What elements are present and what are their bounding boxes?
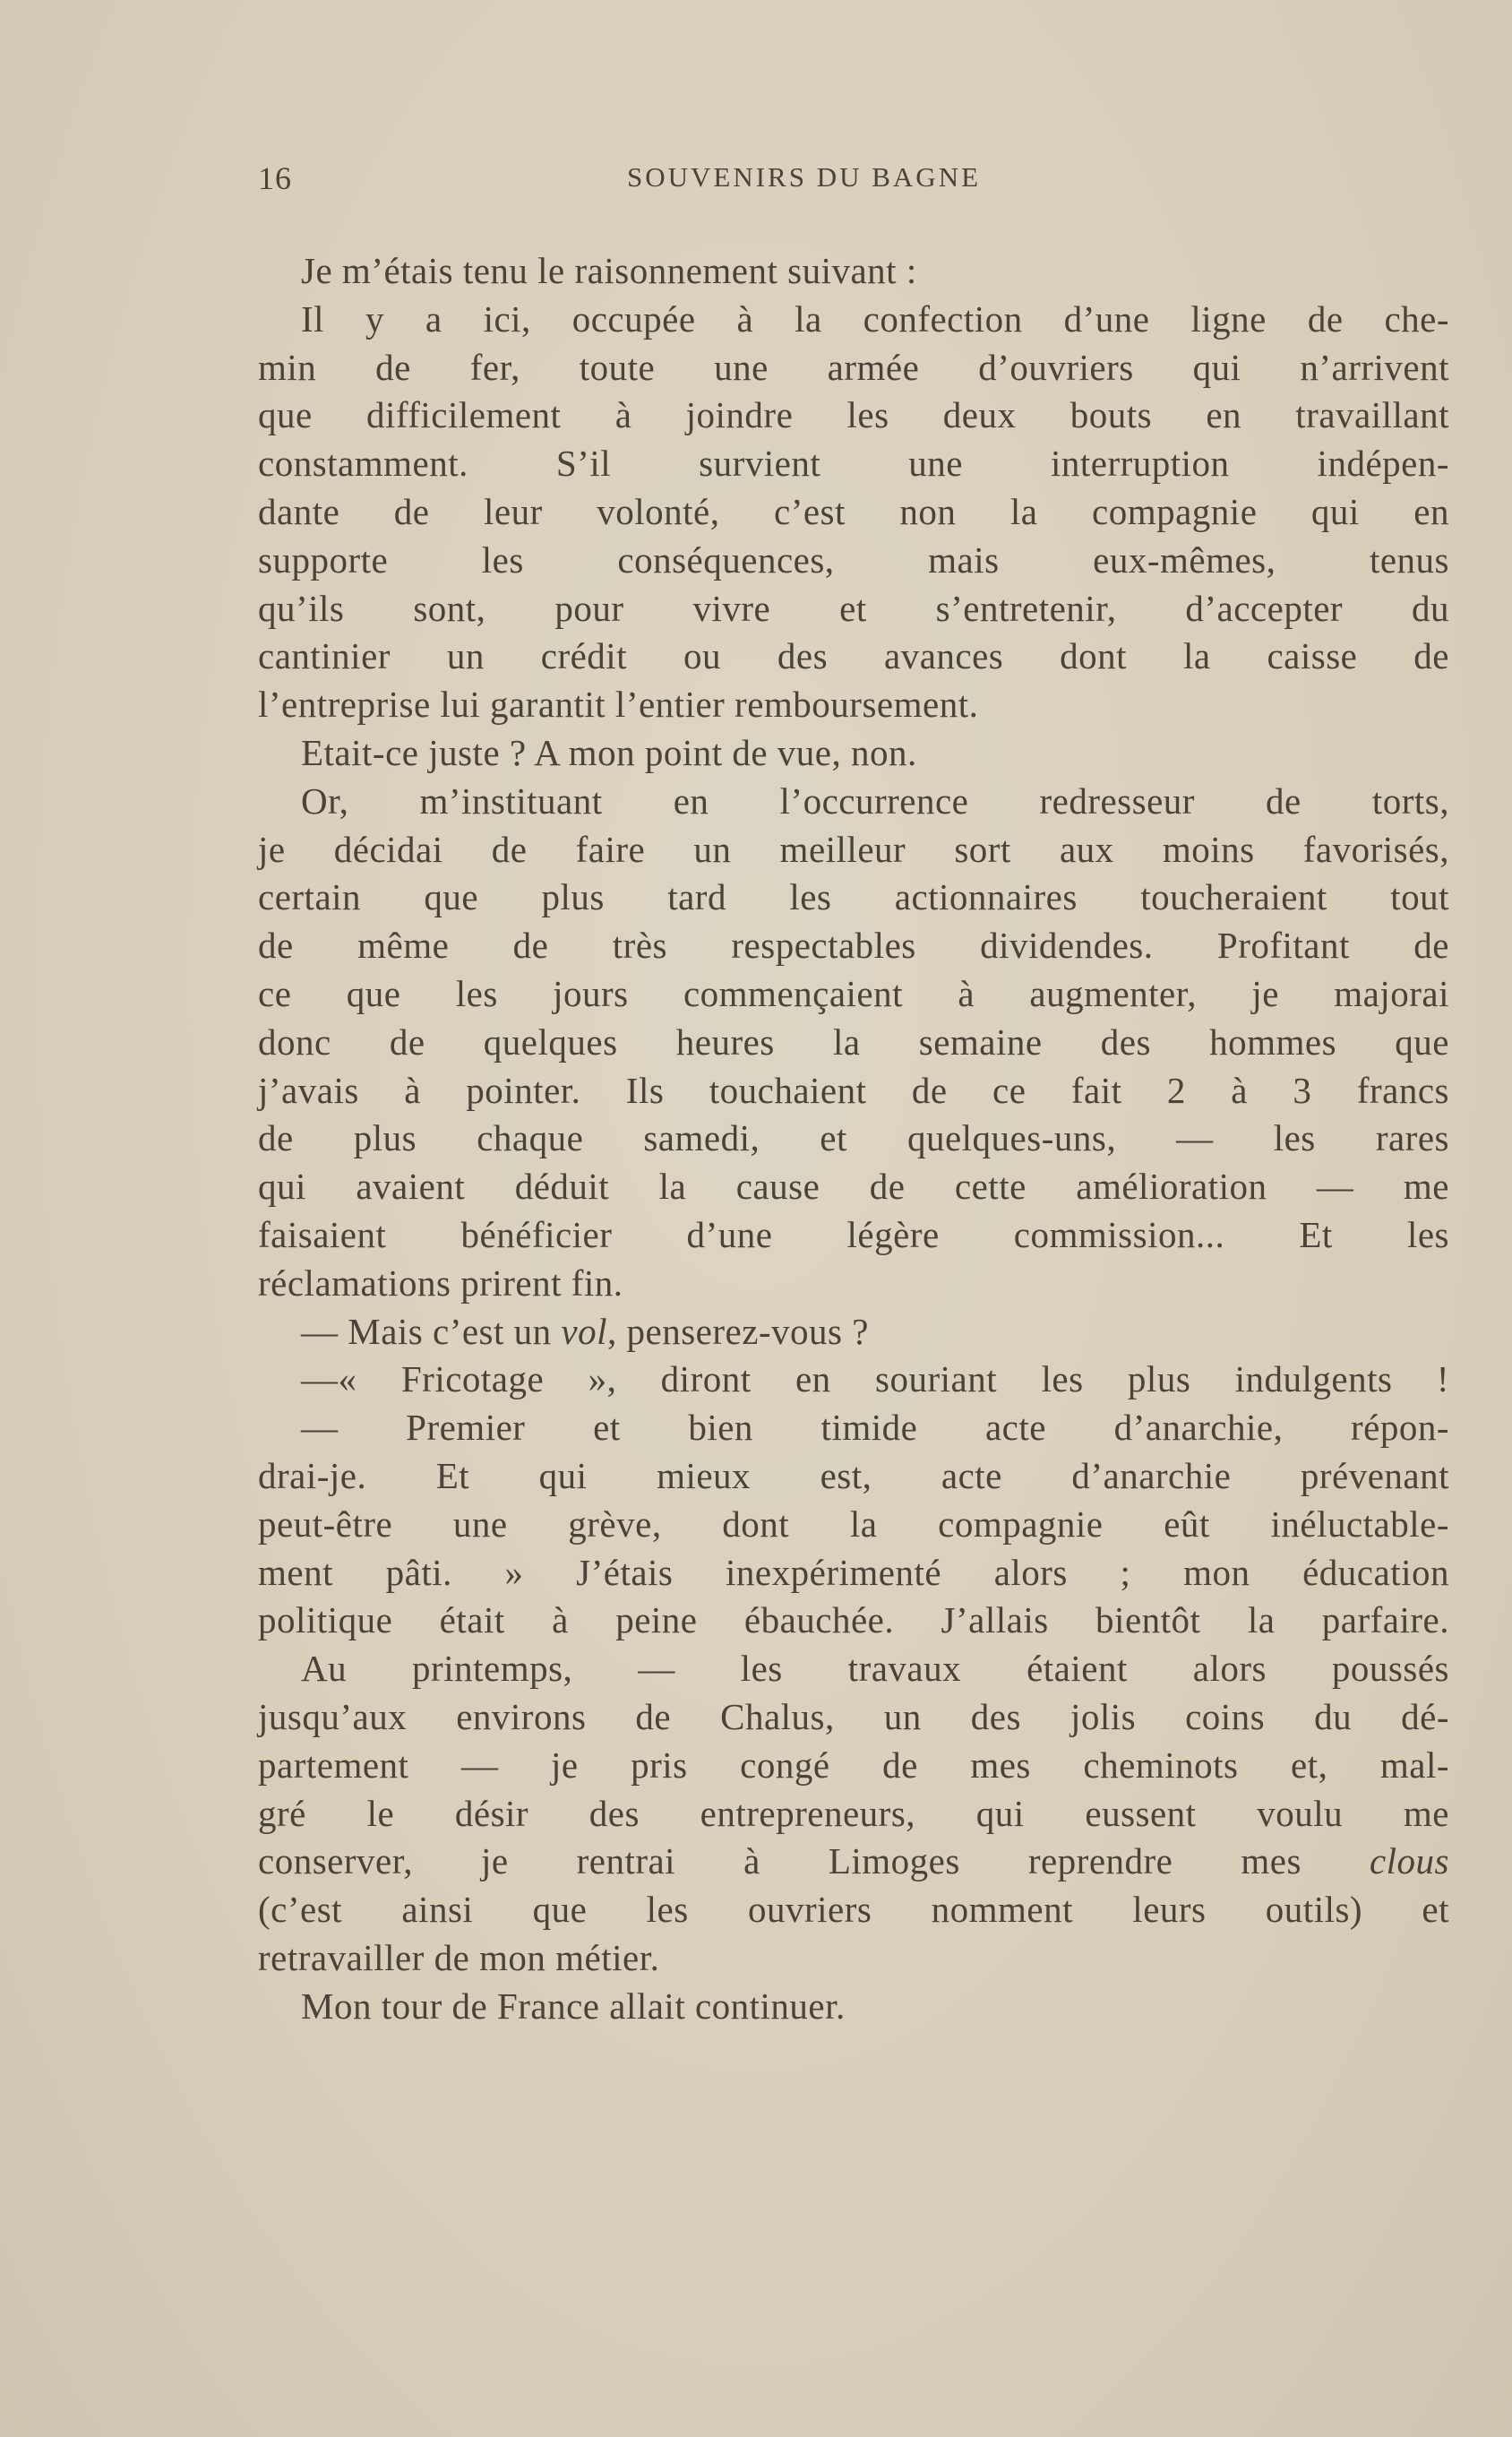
text-span: (c’est ainsi que les ouvriers nomment leurs outils) et	[258, 1889, 1449, 1931]
text-span: qui avaient déduit la cause de cette amélioration — me	[258, 1166, 1449, 1208]
text-line	[258, 440, 1449, 488]
text-line	[258, 1934, 1449, 1983]
text-span: Au printemps, — les travaux étaient alors poussés	[301, 1648, 1449, 1690]
text-line	[258, 633, 1449, 681]
text-span: — Mais c’est un	[301, 1310, 562, 1352]
text-span: —« Fricotage », diront en souriant les plus indulgents !	[301, 1358, 1449, 1400]
text-line	[258, 1838, 1449, 1886]
text-span: je décidai de faire un meilleur sort aux moins favorisés,	[258, 828, 1449, 870]
text-line	[258, 1356, 1449, 1404]
text-span: réclamations prirent fin.	[258, 1262, 623, 1304]
text-line	[258, 1549, 1449, 1597]
text-line	[258, 392, 1449, 440]
text-line	[258, 296, 1449, 344]
text-span: Etait-ce juste ? A mon point de vue, non.	[301, 731, 917, 773]
text-span: de même de très respectables dividendes. Profitant de	[258, 925, 1449, 967]
text-span: de plus chaque samedi, et quelques-uns, — les rares	[258, 1117, 1449, 1159]
text-line	[258, 1452, 1449, 1501]
text-span: donc de quelques heures la semaine des hommes que	[258, 1020, 1449, 1063]
text-span: — Premier et bien timide acte d’anarchie, répon-	[301, 1407, 1449, 1449]
text-line	[258, 1501, 1449, 1549]
italic-text: clous	[1369, 1840, 1449, 1882]
text-line	[258, 729, 1449, 778]
text-line	[258, 1211, 1449, 1260]
text-span: conserver, je rentrai à Limoges reprendre mes	[258, 1840, 1370, 1882]
body-text	[258, 247, 1449, 2030]
text-span: dante de leur volonté, c’est non la compagnie qui en	[258, 490, 1449, 532]
text-line	[258, 681, 1449, 729]
text-line	[258, 1645, 1449, 1693]
text-span: Il y a ici, occupée à la confection d’une ligne de che-	[301, 297, 1449, 340]
text-span: faisaient bénéficier d’une légère commission... Et les	[258, 1213, 1449, 1255]
text-line	[258, 247, 1449, 296]
text-line	[258, 344, 1449, 392]
text-span: politique était à peine ébauchée. J’allais bientôt la parfaire.	[258, 1599, 1449, 1641]
text-line	[258, 1742, 1449, 1790]
text-line	[258, 1886, 1449, 1934]
text-span: Or, m’instituant en l’occurrence redresseur de torts,	[301, 779, 1449, 822]
text-span: jusqu’aux environs de Chalus, un des jolis coins du dé-	[258, 1695, 1449, 1737]
text-span: que difficilement à joindre les deux bouts en travaillant	[258, 394, 1449, 436]
text-line	[258, 874, 1449, 922]
text-span: partement — je pris congé de mes cheminots et, mal-	[258, 1744, 1449, 1786]
text-span: retravailler de mon métier.	[258, 1936, 660, 1978]
text-line	[258, 1693, 1449, 1742]
text-line	[258, 1260, 1449, 1308]
text-line	[258, 1163, 1449, 1211]
text-line	[258, 1067, 1449, 1115]
text-span: cantinier un crédit ou des avances dont la caisse de	[258, 635, 1449, 677]
text-line	[258, 1308, 1449, 1356]
text-line	[258, 1597, 1449, 1645]
page-number: 16	[258, 160, 292, 196]
text-span: peut-être une grève, dont la compagnie eût inéluctable-	[258, 1503, 1449, 1545]
text-span: constamment. S’il survient une interruption indépen-	[258, 443, 1449, 485]
text-span: ment pâti. » J’étais inexpérimenté alors ; mon éducation	[258, 1551, 1449, 1593]
text-line	[258, 1404, 1449, 1452]
text-line	[258, 826, 1449, 874]
text-span: Mon tour de France allait continuer.	[301, 1985, 846, 2027]
text-span: ce que les jours commençaient à augmenter, je majorai	[258, 972, 1449, 1014]
text-line	[258, 488, 1449, 537]
text-span: certain que plus tard les actionnaires toucheraient tout	[258, 876, 1449, 918]
text-span: j’avais à pointer. Ils touchaient de ce fait 2 à 3 francs	[258, 1069, 1449, 1111]
text-line	[258, 1019, 1449, 1067]
text-line	[258, 922, 1449, 970]
text-line	[258, 585, 1449, 633]
text-line	[258, 1115, 1449, 1163]
text-line	[258, 778, 1449, 826]
text-line	[258, 537, 1449, 585]
text-span: supporte les conséquences, mais eux-mêmes, tenus	[258, 538, 1449, 581]
text-line	[258, 1790, 1449, 1839]
text-line	[258, 970, 1449, 1019]
text-span: min de fer, toute une armée d’ouvriers qui n’arrivent	[258, 346, 1449, 388]
text-line	[258, 1983, 1449, 2031]
text-span: gré le désir des entrepreneurs, qui eussent voulu me	[258, 1792, 1449, 1834]
running-title: SOUVENIRS DU BAGNE	[627, 161, 982, 193]
text-span: , penserez-vous ?	[607, 1310, 869, 1352]
text-span: drai-je. Et qui mieux est, acte d’anarchie prévenant	[258, 1454, 1449, 1496]
italic-text: vol	[561, 1310, 607, 1352]
text-span: qu’ils sont, pour vivre et s’entretenir, d’accepter du	[258, 587, 1449, 629]
text-span: Je m’étais tenu le raisonnement suivant :	[301, 250, 917, 291]
text-span: l’entreprise lui garantit l’entier remboursement.	[258, 684, 979, 726]
